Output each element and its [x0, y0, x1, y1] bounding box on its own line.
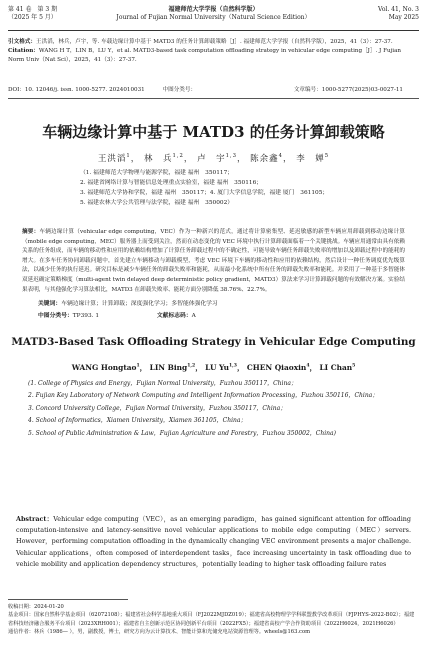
affiliation-en: 2. Fujian Key Laboratory of Network Computing and Intelligent Information Processing，Fuzhou 350116，China；	[28, 392, 379, 400]
footnote-rule	[8, 599, 128, 600]
class-code-label: 中图分类号：	[38, 313, 73, 319]
affiliation-en: 3. Concord University College，Fujian Normal University，Fuzhou 350117，China；	[28, 404, 287, 412]
affiliation-en: 4. School of Informatics，Xiamen University，Xiamen 361105，China；	[28, 417, 247, 425]
header-date-en: May 2025	[388, 14, 419, 21]
abstract-en	[16, 514, 411, 570]
author-cn: 李 婵$^5$	[296, 153, 330, 164]
author-en: LIN Bing$^{1,2}$	[149, 363, 196, 372]
footnote-received: 收稿日期：2024-01-20	[8, 604, 64, 610]
running-header	[8, 6, 419, 26]
citation-cn-label: 引文格式：	[8, 39, 36, 45]
abstract-en-text: Vehicular edge computing（VEC），as an emerging paradigm，has gained significant attention for offloading computation-intensive and latency-sensitive novel vehicular applications to mobile edge computing（MEC）servers. However，performing computation offloading in the dynamically changing VEC environment presents a major challenge. Vehicular applications，often composed of interdependent tasks，face increasing uncertainty in task offloading due to vehicle mobility and application dependency structures，potentially leading to higher task offloading failure rates	[16, 515, 411, 568]
header-journal	[8, 6, 419, 22]
citation-en-text: WANG H T，LIN B，LU Y，et al. MATD3-based task computation offloading strategy in vehicular edge computing［J］. J Fujian Norm Univ（Nat Sci），2025，41（3）：27-37.	[8, 48, 402, 63]
header-rule	[8, 30, 419, 31]
authors-en: WANG Hongtao$^1$， LIN Bing$^{1,2}$， LU Yu$^{1,3}$， CHEN Qiaoxin$^4$， LI Chan$^5$	[71, 363, 356, 372]
affiliation-en: (1. College of Physics and Energy，Fujian Normal University，Fuzhou 350117，China；	[28, 380, 297, 387]
doc-code-label: 文献标志码：	[156, 313, 192, 319]
doc-code: A	[191, 313, 196, 319]
cn-code: 中图分类号：	[162, 87, 197, 93]
abstract-cn-label: 摘要：	[22, 229, 40, 235]
author-en: LU Yu$^{1,3}$	[205, 363, 237, 372]
abstract-en-label: Abstract：	[16, 515, 54, 523]
affiliation-cn: 5. 福建农林大学公共管理与法学院，福建 福州 350002）	[80, 200, 234, 206]
author-cn: 林 兵$^{1,2}$	[143, 153, 184, 164]
header-volume-en: Vol. 41, No. 3	[378, 6, 419, 13]
header-journal-cn: 福建师范大学学报（自然科学版）	[168, 6, 259, 13]
author-en: CHEN Qiaoxin$^4$	[246, 363, 310, 372]
keywords-cn-label: 关键词：	[38, 301, 62, 307]
footnotes	[8, 603, 419, 637]
affiliation-en: 5. School of Public Administration & Law，Fujian Agriculture and Forestry，Fuzhou 350002，China)	[28, 429, 336, 437]
header-volume-issue: 第 41 卷 第 3 期	[8, 6, 58, 13]
class-code: TP393. 1	[72, 313, 100, 319]
footnote-corresponding: 通信作者：林兵（1986— ），男，副教授，博士，研究方向为云计算技术、智能计算和光储充电站资源管理等。wheels@163.com	[8, 629, 310, 636]
doi: DOI：10. 12046/j. issn. 1000-5277. 2024010031	[8, 87, 145, 93]
article-number: 文章编号：1000-5277(2025)03-0027-11	[293, 87, 403, 93]
header-vol-en	[378, 6, 419, 22]
author-en: WANG Hongtao$^1$	[71, 363, 140, 372]
header-journal-en: Journal of Fujian Normal University（Natural Science Edition）	[116, 14, 311, 21]
header-date-cn: （2025 年 5 月）	[8, 14, 57, 21]
author-cn: 陈余鑫$^4$	[250, 153, 284, 164]
affiliation-cn: （1. 福建师范大学物理与能源学院，福建 福州 350117；	[80, 170, 234, 176]
affiliations-cn	[80, 168, 407, 208]
paper-title-cn: 车辆边缘计算中基于 MATD3 的任务计算卸载策略	[42, 123, 385, 141]
citation-block	[8, 38, 419, 65]
identifier-rule	[8, 98, 419, 99]
affiliations-en	[28, 378, 413, 440]
author-cn: 王洪滔$^1$	[97, 153, 131, 164]
keywords-cn-text: 车辆边缘计算；计算卸载；深度强化学习；多智能体强化学习	[61, 301, 218, 307]
citation-cn-text: 王洪滔，林兵，卢宇，等. 车载边缘计算中基于 MATD3 的任务计算卸载策略［J］. 福建师范大学学报（自然科学版），2025，41（3）：27-37.	[35, 39, 393, 45]
author-cn: 卢 宇$^{1,3}$	[197, 153, 237, 164]
authors-cn: 王洪滔$^1$， 林 兵$^{1,2}$， 卢 宇$^{1,3}$， 陈余鑫$^4$， 李 婵$^5$	[97, 153, 330, 164]
abstract-cn	[22, 228, 405, 295]
abstract-cn-text: 车辆边缘计算（vehicular edge computing，VEC）作为一种新兴的范式，通过将计算密集型、延迟敏感的新型车辆应用卸载到移动边缘计算（mobile edge computing，MEC）服务器上而受到关注，然而在动态变化的 VEC 环境中执行计算卸载面临着一个关键挑战。车辆应用通常由具有依赖关系的任务组成，而车辆的移动性和应用的依赖结构增加了计算任务卸载过程中的不确定性，可能导致车辆任务卸载失败率的增加以及卸载过程中的能耗的增大。在多车任务协同卸载问题中，首先建立车辆移动与卸载模型，考虑 VEC 环境下车辆的移动性和应用的依赖结构，然后设计一种任务调度优先级算法，以减少任务的执行延迟。研究目标是减少车辆任务的卸载失败率和能耗，从而最小化系统中所有任务的卸载失败率和能耗。并采用了一种基于多智能体双延迟确定策略梯度（multi-agent twin delayed deep deterministic policy gradient，MATD3）算法来学习计算卸载问题的有效解决方案。实验结果表明，与其他强化学习算法相比，MATD3 在卸载失败率、能耗方面分别降低 38.76%、22.7%。	[22, 229, 405, 293]
affiliation-cn: 2. 福建省网络计算与智能信息处理重点实验室，福建 福州 350116；	[80, 180, 263, 186]
keywords-cn	[38, 300, 405, 309]
identifier-line	[8, 86, 419, 94]
paper-title-en: MATD3-Based Task Offloading Strategy in Vehicular Edge Computing	[11, 336, 416, 348]
affiliation-cn: 3. 福建师范大学协和学院，福建 福州 350117；4. 厦门大学信息学院，福建 厦门 361105；	[80, 190, 329, 196]
author-en: LI Chan$^5$	[319, 363, 356, 372]
classification-cn	[38, 312, 405, 321]
citation-en-label: Citation：	[8, 48, 39, 54]
footnote-funding: 基金项目：国家自然科学基金项目（62072108）；福建省社会科学基地重大项目（FJ2022MJDZ019）；福建省高校物理学学科联盟教学改革项目（FJPHYS-2022-B02）；福建省科技经济融合服务平台项目（2023XRH001）；福建省自主创新示范区协同创新平台项目（2022FX5）；福建省高校产学合作资助项目（2022H6024，2021H6026）	[8, 612, 415, 627]
